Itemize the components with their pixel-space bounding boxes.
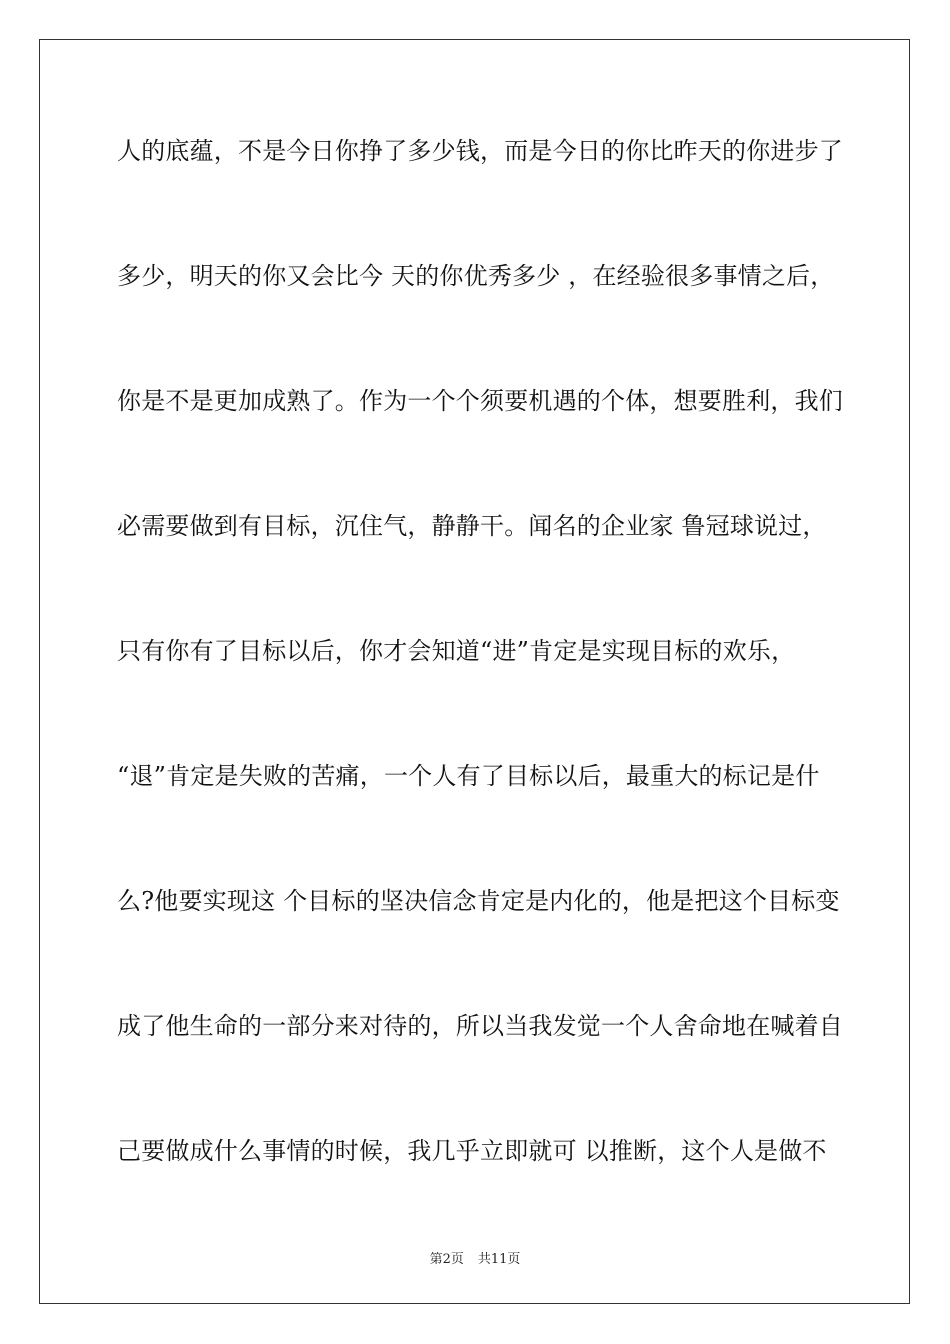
text-line: 必需要做到有目标，沉住气，静静干。闻名的企业家 鲁冠球说过， [117, 512, 827, 540]
text-line: 多少，明天的你又会比今 天的你优秀多少 ，在经验很多事情之后， [117, 262, 835, 290]
text-line: 成了他生命的一部分来对待的，所以当我发觉一个人舍命地在喊着自 [117, 1012, 843, 1040]
text-line: 你是不是更加成熟了。作为一个个须要机遇的个体，想要胜利，我们 [117, 387, 843, 415]
text-line: 人的底蕴，不是今日你挣了多少钱，而是今日的你比昨天的你进步了 [117, 137, 843, 165]
text-line: 么?他要实现这 个目标的坚决信念肯定是内化的，他是把这个目标变 [117, 887, 840, 915]
text-line: “退”肯定是失败的苦痛，一个人有了目标以后，最重大的标记是什 [117, 762, 820, 790]
page-total: 共11页 [477, 1252, 521, 1267]
document-body [117, 126, 843, 1251]
text-line: 只有你有了目标以后，你才会知道“进”肯定是实现目标的欢乐， [117, 637, 796, 665]
text-line: 己要做成什么事情的时候，我几乎立即就可 以推断，这个人是做不 [117, 1137, 827, 1165]
page-footer [0, 1248, 950, 1267]
page-number: 第2页 [429, 1252, 464, 1267]
